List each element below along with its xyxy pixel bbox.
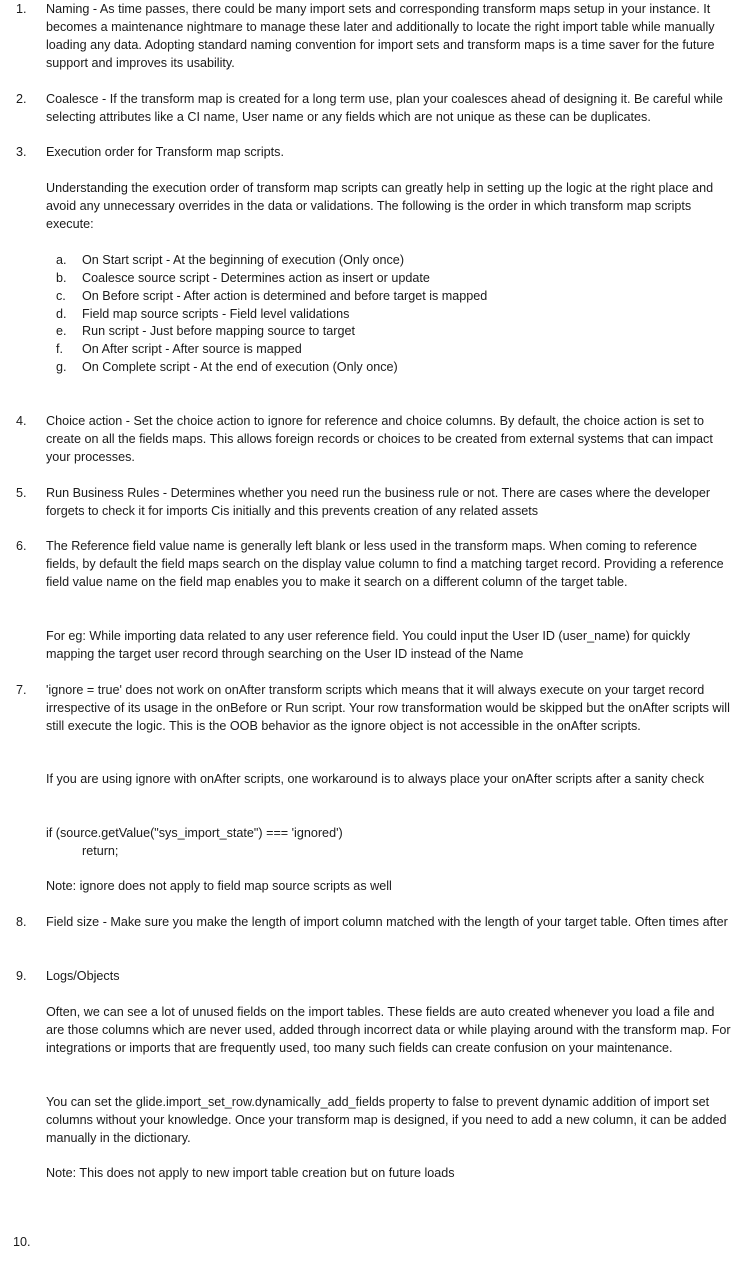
item-logs-objects-heading: Logs/Objects	[46, 969, 120, 983]
sub-letter: f.	[56, 342, 63, 356]
sub-letter: e.	[56, 324, 67, 338]
code-line-if: if (source.getValue("sys_import_state") === 'ignored')	[46, 826, 343, 840]
sub-item-text: On Complete script - At the end of execution (Only once)	[82, 360, 398, 374]
item-business-rules-text: Run Business Rules - Determines whether you need run the business rule or not. There are cases where the developer forgets to check it for imports Cis initially and this prevents creation of any related assets	[46, 486, 711, 518]
list-number: 9.	[16, 969, 27, 983]
logs-objects-note: Note: This does not apply to new import table creation but on future loads	[46, 1166, 455, 1180]
list-number: 4.	[16, 414, 27, 428]
list-number: 10.	[13, 1235, 31, 1249]
ignore-note: Note: ignore does not apply to field map source scripts as well	[46, 879, 392, 893]
sub-item-text: On After script - After source is mapped	[82, 342, 302, 356]
sub-item-text: Coalesce source script - Determines action as insert or update	[82, 271, 430, 285]
list-number: 5.	[16, 486, 27, 500]
list-number: 1.	[16, 2, 27, 16]
item-execution-order-heading: Execution order for Transform map scripts.	[46, 145, 284, 159]
sub-letter: c.	[56, 289, 66, 303]
sub-letter: a.	[56, 253, 67, 267]
item-naming-text: Naming - As time passes, there could be many import sets and corresponding transform maps setup in your instance. It becomes a maintenance nightmare to manage these later and additionally to locate the right import table while manually loading any data. Adopting standard naming convention for import sets and transform maps is a time saver for the future support and improves its usability.	[46, 2, 715, 70]
sub-letter: d.	[56, 307, 67, 321]
reference-field-example: For eg: While importing data related to any user reference field. You could input the User ID (user_name) for quickly mapping the target user record through searching on the User ID instead of the Name	[46, 629, 691, 661]
item-reference-field-text: The Reference field value name is generally left blank or less used in the transform maps. When coming to reference fields, by default the field maps search on the display value column to find a matching target record. Providing a reference field value name on the field map enables you to make it search on a different column of the target table.	[46, 539, 724, 589]
sub-letter: b.	[56, 271, 67, 285]
list-number: 3.	[16, 145, 27, 159]
execution-order-intro: Understanding the execution order of transform map scripts can greatly help in setting up the logic at the right place and avoid any unnecessary overrides in the data or validations. The following is the order in which transform map scripts execute:	[46, 181, 714, 231]
item-ignore-text: 'ignore = true' does not work on onAfter transform scripts which means that it will always execute on your target record irrespective of its usage in the onBefore or Run script. Your row transformation would be skipped but the onAfter scripts will still execute the logic. This is the OOB behavior as the ignore object is not accessible in the onAfter scripts.	[46, 683, 730, 733]
logs-objects-paragraph-1: Often, we can see a lot of unused fields on the import tables. These fields are auto created whenever you load a file and are those columns which are never used, added through incorrect data or while playing around with the transform map. For integrations or imports that are frequently used, too many such fields can create confusion on your maintenance.	[46, 1005, 731, 1055]
sub-item-text: Field map source scripts - Field level validations	[82, 307, 350, 321]
list-number: 8.	[16, 915, 27, 929]
ignore-workaround: If you are using ignore with onAfter scripts, one workaround is to always place your onAfter scripts after a sanity check	[46, 772, 704, 786]
item-field-size-text: Field size - Make sure you make the length of import column matched with the length of your target table. Often times after	[46, 915, 728, 929]
code-line-return: return;	[82, 844, 119, 858]
item-coalesce-text: Coalesce - If the transform map is created for a long term use, plan your coalesces ahead of designing it. Be careful while selecting attributes like a CI name, User name or any fields which are not unique as these can be duplicates.	[46, 92, 723, 124]
sub-item-text: Run script - Just before mapping source to target	[82, 324, 355, 338]
sub-letter: g.	[56, 360, 67, 374]
item-choice-action-text: Choice action - Set the choice action to ignore for reference and choice columns. By default, the choice action is set to create on all the fields maps. This allows foreign records or choices to be created from external systems that can impact your processes.	[46, 414, 713, 464]
list-number: 7.	[16, 683, 27, 697]
sub-item-text: On Before script - After action is determined and before target is mapped	[82, 289, 488, 303]
list-number: 2.	[16, 92, 27, 106]
list-number: 6.	[16, 539, 27, 553]
logs-objects-paragraph-2: You can set the glide.import_set_row.dynamically_add_fields property to false to prevent dynamic addition of import set columns without your knowledge. Once your transform map is designed, if you need to add a new column, it can be added manually in the dictionary.	[46, 1095, 727, 1145]
sub-item-text: On Start script - At the beginning of execution (Only once)	[82, 253, 405, 267]
